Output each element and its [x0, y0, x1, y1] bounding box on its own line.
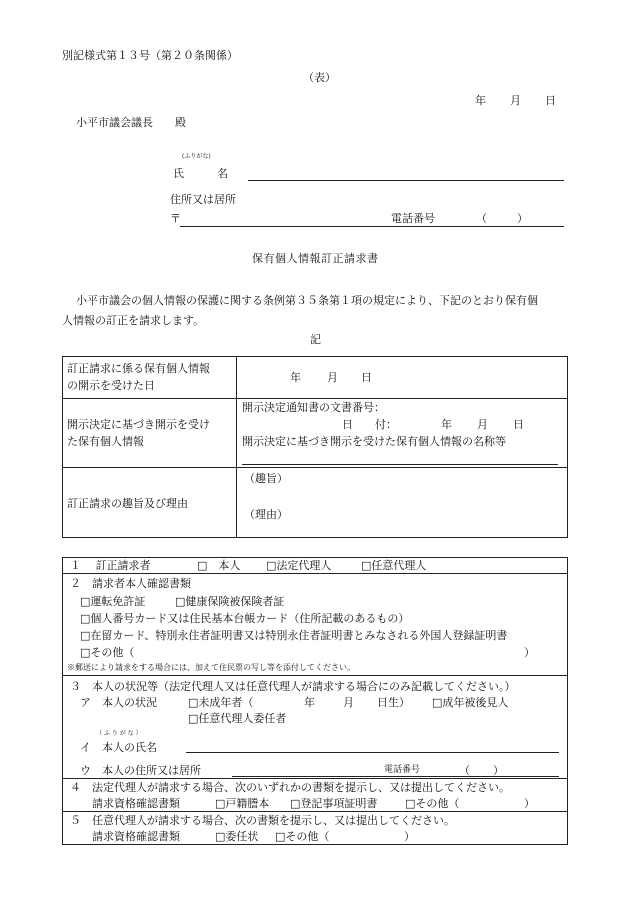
correction-gist-reason-label: 訂正請求の趣旨及び理由	[67, 497, 188, 510]
applicant-phone-paren-open: （	[476, 212, 487, 225]
applicant-address-line[interactable]	[180, 226, 564, 227]
disclosed-info-label-2: た保有個人情報	[67, 435, 144, 448]
postal-mark: 〒	[170, 212, 181, 225]
notice-doc-number-label: 開示決定通知書の文書番号：	[242, 401, 385, 414]
legal-agent-docs-label: 請求資格確認書類	[92, 797, 180, 810]
disclosed-info-name-line[interactable]	[242, 464, 558, 465]
minor-birth-day: 日生）	[377, 696, 410, 709]
notice-day: 日	[513, 418, 524, 431]
correction-gist-label: （趣旨）	[244, 472, 288, 485]
voluntary-principal-checkbox[interactable]: □任意代理人委任者	[188, 712, 287, 725]
drivers-license-checkbox[interactable]: □運転免許証	[80, 595, 146, 608]
voluntary-agent-other-checkbox[interactable]: □その他（	[275, 830, 330, 843]
document-title: 保有個人情報訂正請求書	[252, 252, 379, 265]
disclosed-info-label-1: 開示決定に基づき開示を受け	[67, 418, 210, 431]
principal-status-label: ア 本人の状況	[80, 696, 157, 709]
disclosed-info-name-label: 開示決定に基づき開示を受けた保有個人情報の名称等	[242, 435, 506, 448]
table1-row-divider-1	[62, 398, 568, 399]
form-side: （表）	[303, 71, 336, 84]
health-insurance-checkbox[interactable]: □健康保険被保険者証	[175, 595, 285, 608]
requester-self-checkbox[interactable]: □ 本人	[197, 559, 241, 572]
mail-request-note: ※郵送により請求をする場合には、加えて住民票の写し等を添付してください。	[67, 663, 355, 672]
other-id-paren-close: ）	[524, 646, 535, 659]
addressee: 小平市議会議長 殿	[76, 116, 186, 129]
notice-year: 年	[441, 418, 452, 431]
voluntary-agent-docs-label: 請求資格確認書類	[92, 830, 180, 843]
applicant-furigana: (ふりがな)	[182, 153, 211, 160]
requester-voluntary-agent-checkbox[interactable]: □任意代理人	[361, 559, 427, 572]
requester-type-title: １ 訂正請求者	[70, 559, 151, 572]
principal-phone-label: 電話番号	[384, 765, 421, 775]
my-number-card-checkbox[interactable]: □個人番号カード又は住民基本台帳カード（住所記載のあるもの）	[80, 612, 410, 625]
other-id-checkbox[interactable]: □その他（	[80, 646, 135, 659]
principal-phone-paren-close: ）	[493, 764, 504, 777]
date-day: 日	[545, 94, 556, 107]
notice-date-label: 日 付：	[342, 418, 397, 431]
legal-agent-docs-title: ４ 法定代理人が請求する場合、次のいずれかの書類を提示し、又は提出してください。	[70, 781, 510, 794]
voluntary-agent-docs-title: ５ 任意代理人が請求する場合、次の書類を提示し、又は提出してください。	[70, 814, 455, 827]
legal-agent-other-paren-close: ）	[524, 797, 535, 810]
requester-legal-agent-checkbox[interactable]: □法定代理人	[266, 559, 332, 572]
disclosure-day: 日	[361, 371, 372, 384]
intro-line-1: 小平市議会の個人情報の保護に関する条例第３５条第１項の規定により、下記のとおり保有個	[76, 294, 538, 307]
notice-month: 月	[477, 418, 488, 431]
applicant-phone-paren-close: ）	[517, 212, 528, 225]
legal-agent-other-checkbox[interactable]: □その他（	[405, 797, 460, 810]
correction-reason-label: （理由）	[244, 508, 288, 521]
power-of-attorney-checkbox[interactable]: □委任状	[215, 830, 259, 843]
disclosure-year: 年	[290, 371, 301, 384]
applicant-phone-label: 電話番号	[391, 212, 435, 225]
table2-divider-2	[62, 675, 568, 676]
voluntary-agent-other-paren-close: ）	[404, 830, 415, 843]
principal-status-title: ３ 本人の状況等（法定代理人又は任意代理人が請求する場合にのみ記載してください。）	[70, 680, 516, 693]
disclosure-date-label-2: の開示を受けた日	[67, 379, 155, 392]
date-year: 年	[475, 94, 486, 107]
applicant-name-line[interactable]	[248, 180, 564, 181]
family-register-checkbox[interactable]: □戸籍謄本	[215, 797, 270, 810]
residence-card-checkbox[interactable]: □在留カード、特別永住者証明書又は特別永住者証明書とみなされる外国人登録証明書	[80, 629, 508, 642]
table2-divider-3	[62, 778, 568, 779]
adult-ward-checkbox[interactable]: □成年被後見人	[432, 696, 509, 709]
table2-divider-4	[62, 811, 568, 812]
principal-name-furigana: （ ふ り が な ）	[96, 730, 142, 737]
intro-line-2: 人情報の訂正を請求します。	[62, 314, 205, 327]
table1-column-divider	[236, 356, 237, 538]
principal-phone-paren-open: （	[459, 764, 470, 777]
table1-row-divider-2	[62, 467, 568, 468]
minor-birth-year: 年	[304, 696, 315, 709]
date-month: 月	[510, 94, 521, 107]
form-number: 別記様式第１３号（第２０条関係）	[62, 49, 238, 62]
applicant-address-label: 住所又は居所	[170, 193, 236, 206]
minor-birth-month: 月	[343, 696, 354, 709]
table2-divider-1	[62, 573, 568, 574]
principal-address-line[interactable]	[232, 776, 559, 777]
registry-certificate-checkbox[interactable]: □登記事項証明書	[290, 797, 378, 810]
disclosure-date-label-1: 訂正請求に係る保有個人情報	[67, 362, 210, 375]
principal-name-line[interactable]	[186, 752, 559, 753]
principal-name-label: イ 本人の氏名	[80, 741, 157, 754]
principal-address-label: ウ 本人の住所又は居所	[80, 764, 201, 777]
disclosure-month: 月	[327, 371, 338, 384]
minor-checkbox[interactable]: □未成年者（	[188, 696, 254, 709]
ki-mark: 記	[310, 333, 321, 346]
id-docs-title: ２ 請求者本人確認書類	[70, 577, 191, 590]
applicant-name-label: 氏 名	[173, 167, 228, 180]
